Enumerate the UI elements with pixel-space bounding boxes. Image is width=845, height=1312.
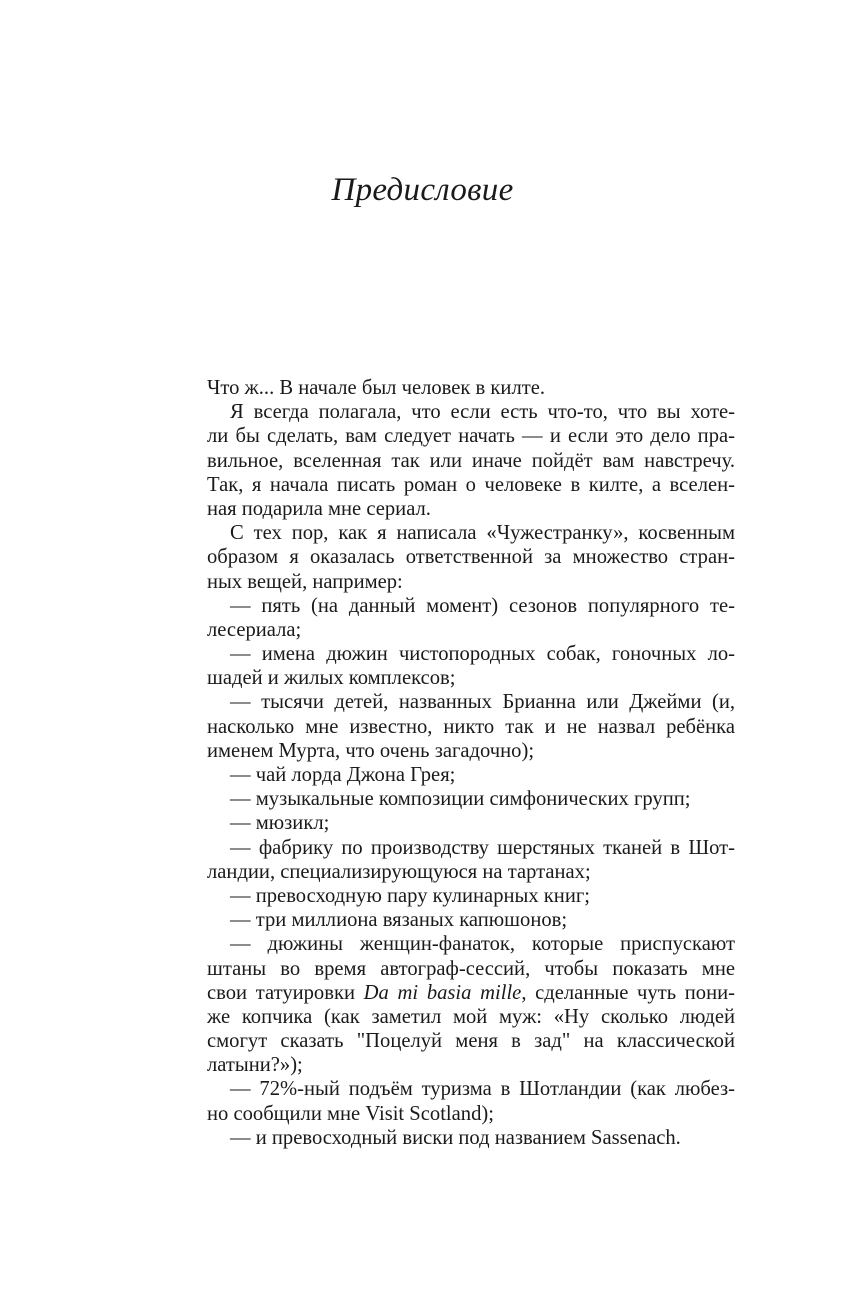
text-fragment: свои татуировки xyxy=(207,981,364,1004)
list-item-line: же копчика (как заметил мой муж: «Ну сколько людей xyxy=(207,1005,735,1028)
list-item-line xyxy=(207,981,735,1005)
list-item-line: но сообщили мне Visit Scotland); xyxy=(207,1102,494,1125)
text-line: ли бы сделать, вам следует начать — и если это дело пра- xyxy=(207,425,735,448)
list-item-line: штаны во время автограф-сессий, чтобы показать мне xyxy=(207,957,735,980)
text-line: Что ж... В начале был человек в килте. xyxy=(207,377,546,399)
text-line: Я всегда полагала, что если есть что-то, что вы хоте- xyxy=(230,401,735,424)
body-text xyxy=(207,376,735,1150)
text-line: Так, я начала писать роман о человеке в килте, а вселен- xyxy=(207,473,735,496)
list-item-line: ландии, специализирующуюся на тартанах; xyxy=(207,860,591,883)
list-item-line: — фабрику по производству шерстяных тканей в Шот- xyxy=(230,836,735,859)
list-item-line: — мюзикл; xyxy=(230,812,330,835)
list-item-line: — 72%-ный подъём туризма в Шотландии (как любез- xyxy=(230,1078,735,1101)
list-item-line: именем Мурта, что очень загадочно); xyxy=(207,739,535,762)
list-item-line: смогут сказать "Поцелуй меня в зад" на классической xyxy=(207,1030,735,1053)
list-item-line: латыни?»); xyxy=(207,1054,303,1077)
list-item-line: — чай лорда Джона Грея; xyxy=(230,764,456,786)
text-line: вильное, вселенная так или иначе пойдёт вам навстречу. xyxy=(207,449,735,472)
list-item-line: — имена дюжин чистопородных собак, гоночных ло- xyxy=(230,643,735,666)
text-line: ных вещей, например: xyxy=(207,570,403,593)
list-item-line: — три миллиона вязаных капюшонов; xyxy=(230,909,568,932)
list-item-line: — тысячи детей, названных Брианна или Джейми (и, xyxy=(230,691,735,714)
list-item-line: лесериала; xyxy=(207,618,302,641)
text-line: образом я оказалась ответственной за множество стран- xyxy=(207,546,735,569)
list-item-line: — музыкальные композиции симфонических групп; xyxy=(230,788,691,811)
list-item-line: — дюжины женщин-фанаток, которые приспускают xyxy=(230,933,735,956)
list-item-line: шадей и жилых комплексов; xyxy=(207,667,456,690)
list-item-line: — и превосходный виски под названием Sassenach. xyxy=(230,1126,681,1149)
list-item-line: — превосходную пару кулинарных книг; xyxy=(230,884,591,907)
page-title: Предисловие xyxy=(331,172,514,208)
text-fragment: , сделанные чуть пони- xyxy=(521,981,735,1004)
text-line: С тех пор, как я написала «Чужестранку», косвенным xyxy=(230,522,735,545)
list-item-line: — пять (на данный момент) сезонов популярного те- xyxy=(230,594,735,617)
list-item-line: насколько мне известно, никто так и не назвал ребёнка xyxy=(207,715,735,738)
text-line: ная подарила мне сериал. xyxy=(207,497,431,520)
latin-phrase: Da mi basia mille xyxy=(363,981,522,1004)
